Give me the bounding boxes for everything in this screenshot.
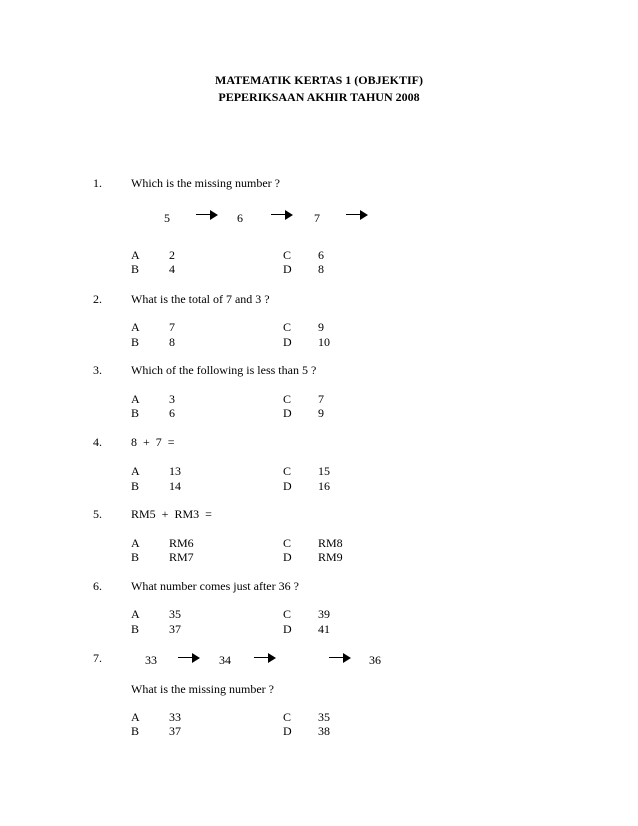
option-a-value: 3 (169, 392, 175, 406)
option-letter-d: D (283, 479, 292, 493)
question-number: 7. (93, 651, 102, 665)
option-letter-c: C (283, 392, 292, 406)
option-letter-d: D (283, 262, 292, 276)
option-b-value: 4 (169, 262, 175, 276)
option-d-value: RM9 (318, 550, 343, 564)
option-letter-c: C (283, 710, 292, 724)
option-letter-c: C (283, 607, 292, 621)
sequence-number: 33 (145, 653, 157, 667)
question-number: 2. (93, 292, 102, 306)
option-b-value: 37 (169, 724, 181, 738)
option-b-value: 14 (169, 479, 181, 493)
option-letter-a: A (131, 464, 140, 478)
question-number: 3. (93, 363, 102, 377)
option-b-value: 37 (169, 622, 181, 636)
question-text: 8 + 7 = (131, 435, 175, 449)
option-letter-a: A (131, 536, 140, 550)
option-letter-c: C (283, 464, 292, 478)
option-letter-b: B (131, 479, 140, 493)
option-letter-b: B (131, 406, 140, 420)
option-c-value: 15 (318, 464, 330, 478)
question-text: What is the total of 7 and 3 ? (131, 292, 270, 306)
option-letter-c: C (283, 536, 292, 550)
option-letter-b: B (131, 262, 140, 276)
sequence-number: 34 (219, 653, 231, 667)
question-number: 1. (93, 176, 102, 190)
option-b-value: 6 (169, 406, 175, 420)
arrow-right-icon (346, 210, 368, 220)
option-letter-a: A (131, 320, 140, 334)
question-text: What number comes just after 36 ? (131, 579, 299, 593)
sequence-number: 6 (237, 211, 243, 225)
option-letter-d: D (283, 724, 292, 738)
option-letter-d: D (283, 335, 292, 349)
option-d-value: 38 (318, 724, 330, 738)
arrow-right-icon (329, 653, 351, 663)
exam-subtitle: PEPERIKSAAN AKHIR TAHUN 2008 (218, 90, 420, 104)
option-letter-d: D (283, 622, 292, 636)
option-a-value: 33 (169, 710, 181, 724)
sequence-number: 7 (314, 211, 320, 225)
question-text: What is the missing number ? (131, 682, 274, 696)
arrow-right-icon (178, 653, 200, 663)
option-letter-a: A (131, 392, 140, 406)
option-a-value: 7 (169, 320, 175, 334)
option-letter-b: B (131, 622, 140, 636)
option-letter-d: D (283, 406, 292, 420)
option-b-value: 8 (169, 335, 175, 349)
option-c-value: 9 (318, 320, 324, 334)
option-c-value: 7 (318, 392, 324, 406)
option-letter-a: A (131, 607, 140, 621)
question-text: Which is the missing number ? (131, 176, 280, 190)
option-letter-b: B (131, 724, 140, 738)
arrow-right-icon (254, 653, 276, 663)
option-a-value: 35 (169, 607, 181, 621)
option-d-value: 16 (318, 479, 330, 493)
question-number: 4. (93, 435, 102, 449)
arrow-right-icon (196, 210, 218, 220)
option-letter-a: A (131, 248, 140, 262)
question-text: RM5 + RM3 = (131, 507, 212, 521)
option-letter-d: D (283, 550, 292, 564)
sequence-number: 36 (369, 653, 381, 667)
option-c-value: 35 (318, 710, 330, 724)
option-d-value: 8 (318, 262, 324, 276)
option-letter-c: C (283, 248, 292, 262)
option-letter-c: C (283, 320, 292, 334)
question-number: 6. (93, 579, 102, 593)
option-d-value: 41 (318, 622, 330, 636)
sequence-number: 5 (164, 211, 170, 225)
option-a-value: RM6 (169, 536, 194, 550)
option-d-value: 10 (318, 335, 330, 349)
option-c-value: RM8 (318, 536, 343, 550)
question-text: Which of the following is less than 5 ? (131, 363, 317, 377)
option-c-value: 39 (318, 607, 330, 621)
option-a-value: 13 (169, 464, 181, 478)
paper-title: MATEMATIK KERTAS 1 (OBJEKTIF) (215, 73, 423, 87)
question-number: 5. (93, 507, 102, 521)
option-b-value: RM7 (169, 550, 194, 564)
option-d-value: 9 (318, 406, 324, 420)
option-letter-a: A (131, 710, 140, 724)
option-a-value: 2 (169, 248, 175, 262)
arrow-right-icon (271, 210, 293, 220)
option-c-value: 6 (318, 248, 324, 262)
option-letter-b: B (131, 335, 140, 349)
option-letter-b: B (131, 550, 140, 564)
